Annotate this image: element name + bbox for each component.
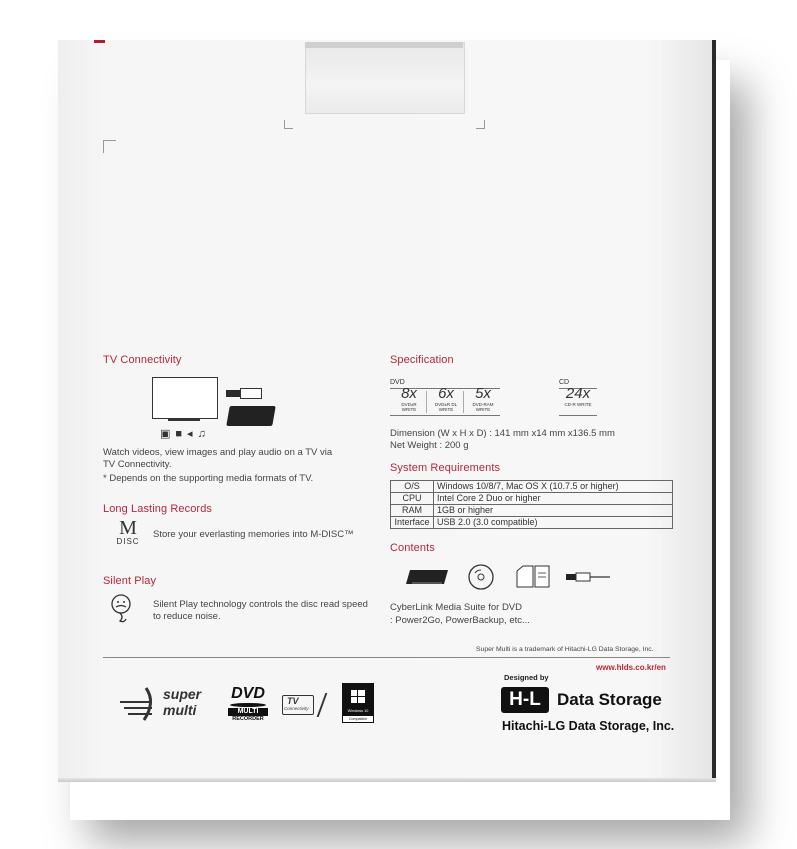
website-url: www.hlds.co.kr/en	[596, 663, 666, 672]
tv-desc-line1: Watch videos, view images and play audio on a TV via	[103, 447, 333, 458]
trademark-note: Super Multi is a trademark of Hitachi-LG Data Storage, Inc.	[476, 646, 654, 653]
table-row	[391, 481, 673, 493]
windows-compatible-text: Compatible	[342, 715, 374, 723]
box-bottom-edge	[58, 778, 716, 782]
hl-logo	[501, 683, 551, 715]
table-row	[391, 517, 673, 529]
speed-value: 5x	[475, 385, 491, 402]
cd-label: CD	[559, 379, 570, 386]
dimension-text: Dimension (W x H x D) : 141 mm x14 mm x136.5 mm	[390, 428, 615, 439]
company-name: Hitachi-LG Data Storage, Inc.	[502, 719, 675, 733]
contents-line2: : Power2Go, PowerBackup, etc...	[390, 615, 530, 626]
speed-dvd-r-dl	[431, 386, 461, 412]
speed-label: DVD±R WRITE	[401, 402, 417, 412]
tv-connectivity-logo	[282, 689, 322, 719]
mdisc-logo	[110, 519, 146, 553]
camera-icon: ▣	[160, 428, 176, 440]
table-row	[391, 505, 673, 517]
dvd-multi-text: MULTI	[228, 708, 268, 716]
crop-corner-mark	[103, 140, 116, 153]
tv-icon	[152, 377, 218, 419]
silent-play-icon	[110, 594, 132, 624]
disc-content-icon	[466, 563, 496, 591]
tv-logo-text: TV	[287, 696, 299, 706]
tv-logo-sub: Connectivity	[284, 706, 309, 711]
dvd-rule-bottom	[390, 415, 500, 416]
window-frame-left	[284, 120, 293, 129]
table-cell: Windows 10/8/7, Mac OS X (10.7.5 or higher)	[434, 481, 673, 493]
contents-title: Contents	[390, 542, 435, 554]
usb-head-icon	[240, 388, 262, 399]
system-requirements-title: System Requirements	[390, 462, 501, 474]
dvd-disc-icon	[230, 703, 266, 707]
dvd-recorder-text: RECORDER	[232, 716, 264, 722]
cd-rule-bottom	[559, 415, 597, 416]
long-lasting-records-title: Long Lasting Records	[103, 503, 213, 515]
weight-text: Net Weight : 200 g	[390, 440, 469, 451]
speed-value: 24x	[565, 385, 591, 402]
manual-content-icon	[515, 565, 551, 589]
tv-note: * Depends on the supporting media formats of TV.	[103, 473, 314, 484]
silent-play-title: Silent Play	[103, 575, 157, 587]
table-cell: RAM	[391, 505, 434, 517]
data-storage-text: Data Storage	[557, 690, 662, 709]
records-desc: Store your everlasting memories into M-DISC™	[153, 529, 354, 540]
speed-dvd-r	[394, 386, 424, 412]
speed-label: DVD-RAM WRITE	[472, 402, 494, 412]
specification-title: Specification	[390, 354, 454, 366]
drive-content-icon	[404, 566, 450, 588]
music-icon: ♫	[197, 428, 211, 440]
contents-line1: CyberLink Media Suite for DVD	[390, 602, 522, 613]
table-cell: Interface	[391, 517, 434, 529]
drive-icon	[226, 406, 276, 426]
super-multi-swoosh-icon	[118, 684, 158, 724]
video-icon: ■◂	[175, 428, 198, 440]
super-multi-text-multi: multi	[163, 702, 197, 718]
speed-separator	[463, 391, 464, 413]
table-cell: Intel Core 2 Duo or higher	[434, 493, 673, 505]
windows-compatible-logo	[342, 683, 374, 723]
speed-label: CD-R WRITE	[564, 402, 592, 407]
speed-cd-r	[563, 386, 593, 407]
speed-value: 6x	[438, 385, 454, 402]
red-tab-mark	[94, 40, 105, 43]
speed-value: 8x	[401, 385, 417, 402]
windows-icon	[342, 685, 374, 711]
display-window-bar	[305, 42, 463, 48]
table-row	[391, 493, 673, 505]
speed-label: DVD±R DL WRITE	[434, 402, 458, 412]
display-window	[305, 42, 465, 114]
designed-by-text: Designed by	[504, 673, 549, 682]
silent-desc-line2: to reduce noise.	[153, 611, 221, 622]
usb-plug-icon	[226, 390, 240, 397]
tv-desc-line2: TV Connectivity.	[103, 459, 172, 470]
silent-desc-line1: Silent Play technology controls the disc read speed	[153, 599, 368, 610]
mdisc-logo-disc: DISC	[116, 537, 140, 546]
dvd-logo-text: DVD	[231, 685, 265, 702]
speed-separator	[426, 391, 427, 413]
table-cell: O/S	[391, 481, 434, 493]
table-cell: CPU	[391, 493, 434, 505]
hl-logo-text: H-L	[509, 689, 541, 710]
dvd-multi-recorder-logo	[226, 685, 270, 723]
table-cell: 1GB or higher	[434, 505, 673, 517]
window-frame-right	[476, 120, 485, 129]
table-cell: USB 2.0 (3.0 compatible)	[434, 517, 673, 529]
super-multi-text-super: super	[163, 686, 202, 702]
windows-logo-text: Windows 10	[347, 709, 369, 713]
system-requirements-table	[390, 480, 673, 529]
tv-stand-icon	[168, 418, 200, 421]
tv-connectivity-title: TV Connectivity	[103, 354, 182, 366]
media-icons	[160, 427, 211, 440]
super-multi-logo	[118, 684, 213, 724]
mdisc-logo-m: M	[119, 517, 137, 539]
speed-dvd-ram	[468, 386, 498, 412]
dvd-label: DVD	[390, 379, 405, 386]
footer-divider	[103, 657, 670, 658]
usb-cable-content-icon	[566, 571, 610, 583]
